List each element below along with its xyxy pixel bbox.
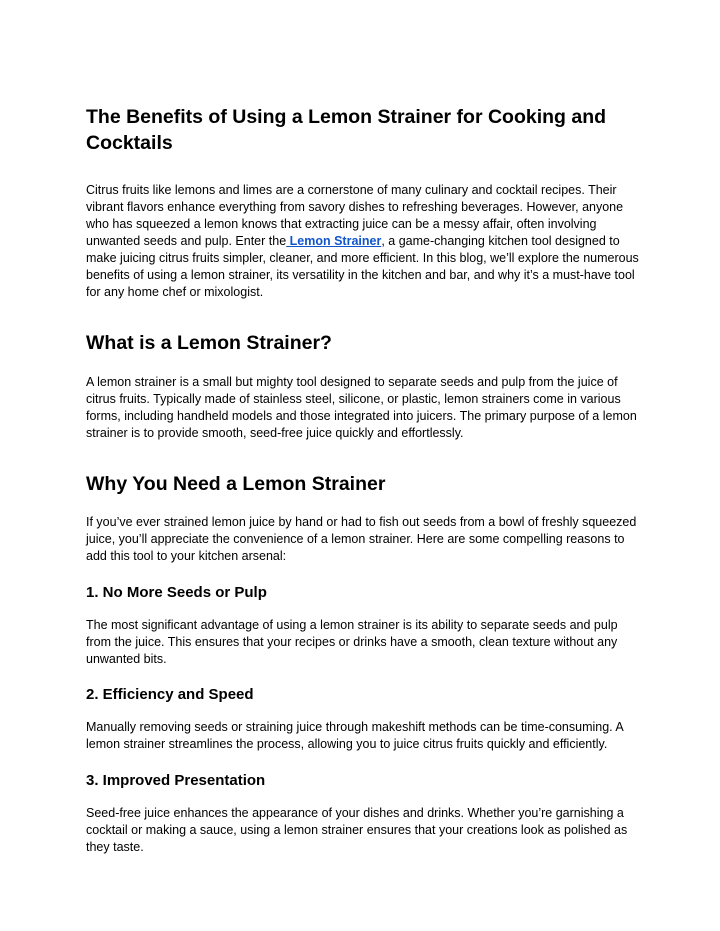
intro-paragraph	[86, 182, 642, 301]
lemon-strainer-link[interactable]: Lemon Strainer	[286, 234, 382, 248]
spacer	[86, 565, 642, 583]
reason-heading-no-seeds: 1. No More Seeds or Pulp	[86, 584, 267, 601]
spacer	[86, 753, 642, 771]
document-title: The Benefits of Using a Lemon Strainer for Cooking and Cocktails	[86, 106, 607, 154]
section-body-why-need: If you’ve ever strained lemon juice by hand or had to fish out seeds from a bowl of freshly squeezed juice, you’ll appreciate the convenience of a lemon strainer. Here are some compelling reasons to add this tool to your kitchen arsenal:	[86, 515, 637, 563]
spacer	[86, 791, 642, 805]
spacer	[86, 497, 642, 514]
reason-heading-presentation: 3. Improved Presentation	[86, 772, 266, 789]
spacer	[86, 301, 642, 330]
spacer	[86, 705, 642, 719]
spacer	[86, 603, 642, 617]
intro-text-after-link: , a game-changing kitchen tool designed to make juicing citrus fruits simpler, cleaner, and more efficient. In this blog, we’ll explore the numerous benefits of using a lemon strainer, its versatility in the kitchen and bar, and why it’s a must-have tool for any home chef or mixologist.	[86, 234, 639, 299]
reason-body-presentation: Seed-free juice enhances the appearance of your dishes and drinks. Whether you’re garnishing a cocktail or making a sauce, using a lemon strainer ensures that your creations look as polished as they taste.	[86, 806, 628, 854]
section-body-what-is: A lemon strainer is a small but mighty tool designed to separate seeds and pulp from the juice of citrus fruits. Typically made of stainless steel, silicone, or plastic, lemon strainers come in various forms, including handheld models and those integrated into juicers. The primary purpose of a lemon strainer is to provide smooth, seed-free juice quickly and effortlessly.	[86, 375, 637, 440]
document-page	[86, 104, 642, 856]
reason-heading-efficiency: 2. Efficiency and Speed	[86, 686, 254, 703]
spacer	[86, 442, 642, 471]
spacer	[86, 356, 642, 374]
section-heading-what-is: What is a Lemon Strainer?	[86, 332, 332, 354]
intro-text-before-link: Citrus fruits like lemons and limes are a cornerstone of many culinary and cocktail recipes. Their vibrant flavors enhance everything from savory dishes to refreshing beverages. However, anyone who has squeezed a lemon knows that extracting juice can be a messy affair, often involving unwanted seeds and pulp. Enter the	[86, 183, 624, 248]
section-heading-why-need: Why You Need a Lemon Strainer	[86, 473, 386, 495]
reason-body-no-seeds: The most significant advantage of using a lemon strainer is its ability to separate seeds and pulp from the juice. This ensures that your recipes or drinks have a smooth, clean texture without any unwanted bits.	[86, 618, 618, 666]
spacer	[86, 668, 642, 685]
reason-body-efficiency: Manually removing seeds or straining juice through makeshift methods can be time-consuming. A lemon strainer streamlines the process, allowing you to juice citrus fruits quickly and efficiently.	[86, 720, 624, 751]
